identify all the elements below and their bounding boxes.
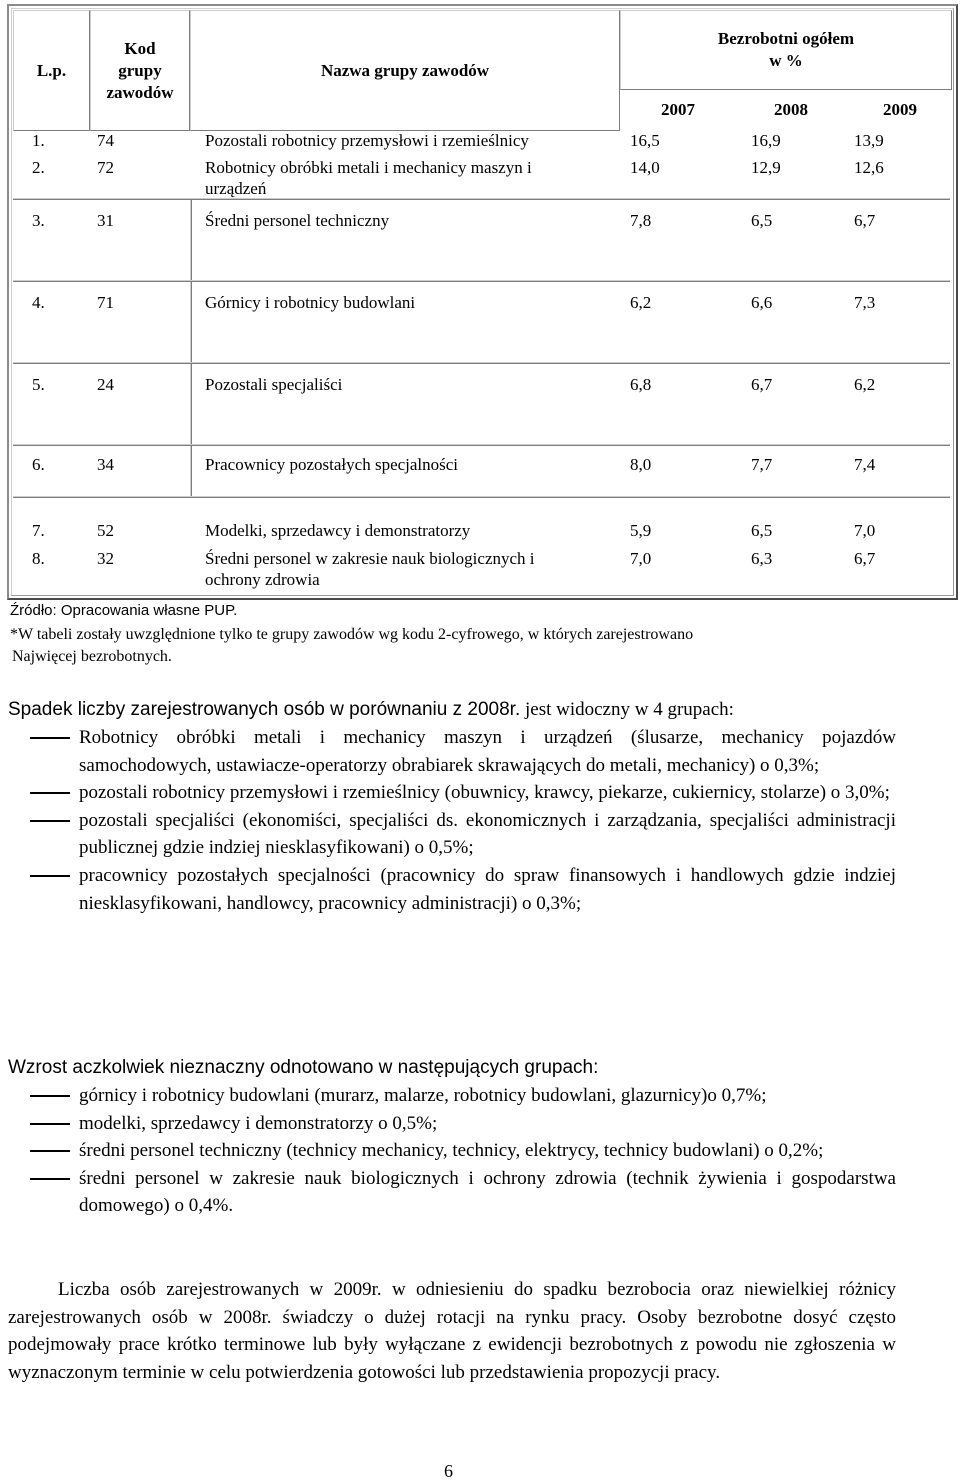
decline-list — [8, 724, 896, 917]
closing-paragraph: Liczba osób zarejestrowanych w 2009r. w odniesieniu do spadku bezrobocia oraz niewielkiej różnicy zarejestrowanych osób w 2008r. świadczy o dużej rotacji na rynku pracy. Osoby bezrobotne dosyć często podejmowały prace krótko terminowe lub były wyłączane z ewidencji bezrobotnych z powodu nie zgłoszenia w wyznaczonym terminie w celu potwierdzenia gotowości lub przedstawienia propozycji pracy. — [8, 1279, 896, 1383]
table-source: Źródło: Opracowania własne PUP. — [10, 602, 238, 619]
column-separator — [190, 446, 192, 496]
list-item: Robotnicy obróbki metali i mechanicy maszyn i urządzeń (ślusarze, mechanicy pojazdów samochodowych, ustawiacze-operatorzy obrabiarek skrawających do metali, mechanicy) o 0,3%; — [8, 724, 896, 779]
column-separator — [190, 282, 192, 362]
list-item: pozostali specjaliści (ekonomiści, specjaliści ds. ekonomicznych i zarządzania, specjaliści administracji publicznej gdzie indziej niesklasyfikowani) o 0,5%; — [8, 807, 896, 862]
table-footnote — [10, 624, 910, 668]
page-number: 6 — [444, 1461, 453, 1481]
list-item: górnicy i robotnicy budowlani (murarz, malarze, robotnicy budowlani, glazurnicy)o 0,7%; — [8, 1082, 896, 1110]
header-nazwa: Nazwa grupy zawodów — [190, 10, 620, 131]
header-lp: L.p. — [13, 10, 90, 131]
decline-intro: Spadek liczby zarejestrowanych osób w porównaniu z 2008r. jest widoczny w 4 grupach: — [8, 699, 734, 720]
row-separator — [13, 444, 950, 446]
header-kod: Kod grupy zawodów — [90, 10, 190, 131]
list-item: średni personel techniczny (technicy mechanicy, technicy, elektrycy, technicy budowlani) o 0,2%; — [8, 1137, 896, 1165]
list-item: pracownicy pozostałych specjalności (pracownicy do spraw finansowych i handlowych gdzie indziej niesklasyfikowani, handlowcy, pracownicy administracji) o 0,3%; — [8, 862, 896, 917]
row-separator — [13, 280, 950, 282]
column-separator — [190, 200, 192, 280]
column-separator — [190, 364, 192, 444]
row-separator — [13, 496, 950, 498]
list-item: średni personel w zakresie nauk biologicznych i ochrony zdrowia (technik żywienia i gospodarstwa domowego) o 0,4%. — [8, 1165, 896, 1220]
header-year-2008: 2008 — [774, 100, 808, 119]
increase-intro: Wzrost aczkolwiek nieznaczny odnotowano w następujących grupach: — [8, 1057, 599, 1078]
header-year-2009: 2009 — [883, 100, 917, 119]
list-item: modelki, sprzedawcy i demonstratorzy o 0,5%; — [8, 1110, 896, 1138]
row-separator — [13, 362, 950, 364]
footnote-line: *W tabeli zostały uwzględnione tylko te grupy zawodów wg kodu 2-cyfrowego, w których zarejestrowano — [10, 626, 694, 643]
unemployment-table: L.p. Kod grupy zawodów Nazwa grupy zawodów Bezrobotni ogółem w % 2007 2008 2009 1. 74 Pozostali robotnicy przemysłowi i rzemieślnicy 16,5 16,9 13,9 2. 72 Robotnicy obróbki metali i mechanicy maszyn i urządzeń 14,0 12,9 12,6 3. 31 Średni personel techniczny 7,8 6,5 6,7 4. 71 Górnicy i robotnicy budowlani 6,2 6,6 7,3 5. 24 Pozostali specjaliści 6,8 6,7 6,2 6. 34 Pracownicy pozostałych specjalności 8,0 7,7 7,4 7. 52 Modelki, sprzedawcy i demonstratorzy 5,9 6,5 7,0 8. 32 Średni personel w zakresie nauk biologicznych i ochrony zdrowia 7,0 6,3 6,7 — [7, 4, 958, 600]
footnote-line: Najwięcej bezrobotnych. — [12, 648, 172, 665]
list-item: pozostali robotnicy przemysłowi i rzemieślnicy (obuwnicy, krawcy, piekarze, cukiernicy, stolarze) o 3,0%; — [8, 779, 896, 807]
header-year-2007: 2007 — [661, 100, 695, 119]
increase-list — [8, 1082, 896, 1220]
header-bezrobotni: Bezrobotni ogółem w % — [620, 10, 952, 90]
